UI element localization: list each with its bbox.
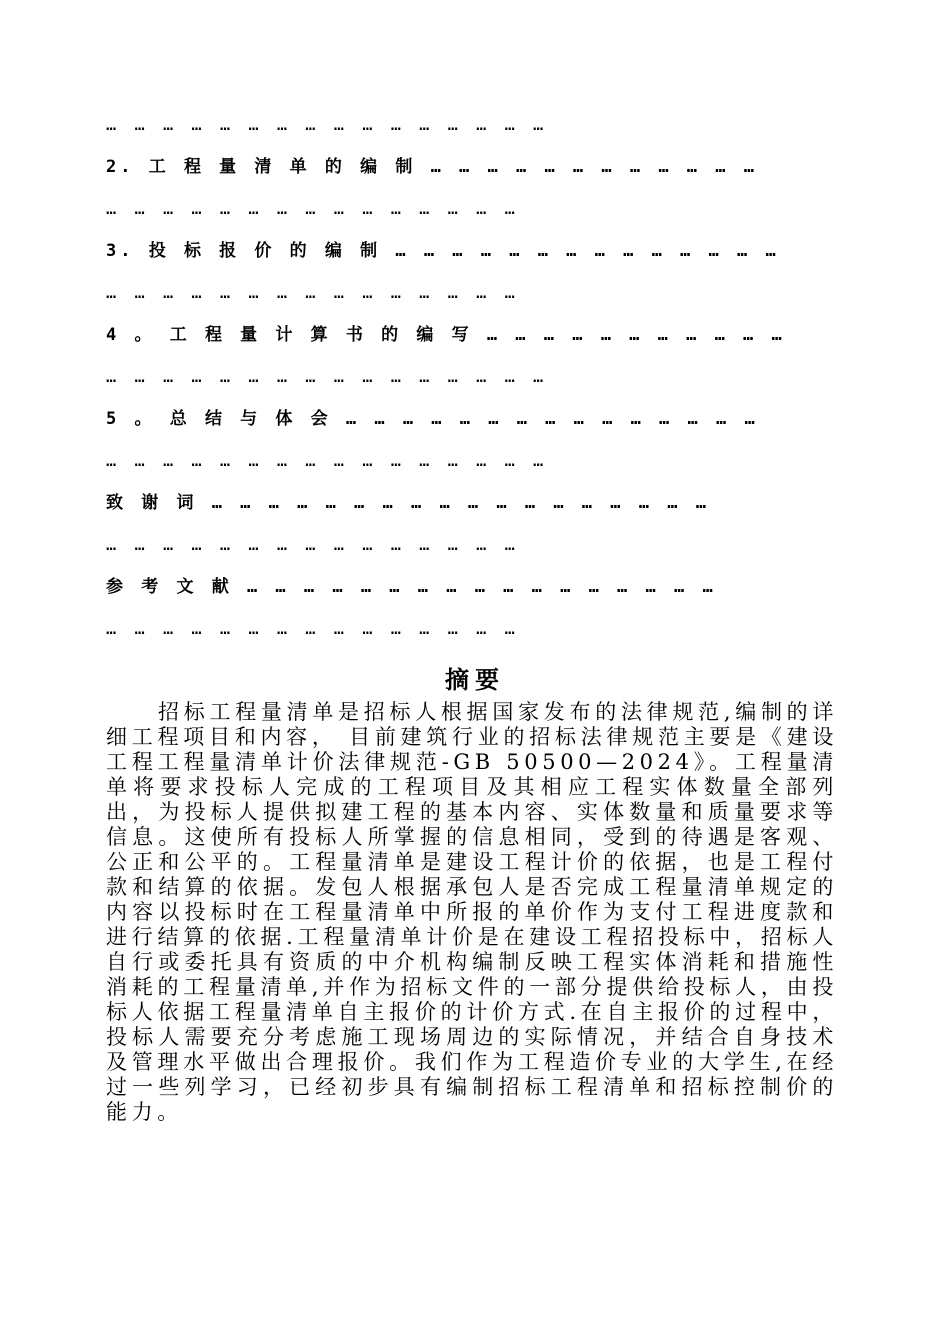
toc-leader-line: … … … … … … … … … … … … … … … [106, 535, 519, 555]
toc-entry-bid-quotation: 3. 投 标 报 价 的 编 制 … … … … … … … … … … … … … … [106, 241, 780, 261]
toc-entry-references: 参 考 文 献 … … … … … … … … … … … … … … … … … [106, 577, 717, 597]
toc-leader-line: … … … … … … … … … … … … … … … … [106, 451, 548, 471]
toc-entry-quantity-calculation: 4 。 工 程 量 计 算 书 的 编 写 … … … … … … … … … … … [106, 325, 786, 345]
toc-leader-line: … … … … … … … … … … … … … … … … [106, 115, 548, 135]
toc-entry-acknowledgement: 致 谢 词 … … … … … … … … … … … … … … … … … … [106, 493, 710, 513]
abstract-title: 摘要 [445, 666, 505, 694]
toc-leader-line: … … … … … … … … … … … … … … … [106, 283, 519, 303]
toc-leader-line: … … … … … … … … … … … … … … … [106, 619, 519, 639]
toc-leader-line: … … … … … … … … … … … … … … … … [106, 367, 548, 387]
toc-entry-summary: 5 。 总 结 与 体 会 … … … … … … … … … … … … … … … [106, 409, 759, 429]
table-of-contents [106, 104, 836, 650]
abstract-body: 招标工程量清单是招标人根据国家发布的法律规范,编制的详细工程项目和内容， 目前建筑行业的招标法律规范主要是《建设工程工程量清单计价法律规范-GB 50500—2024》。工程量清单将要求投标人完成的工程项目及其相应工程实体数量全部列出，为投标人提供拟建工程的基本内容、实体数量和质量要求等信息。这使所有投标人所掌握的信息相同，受到的待遇是客观、公正和公平的。工程量清单是建设工程计价的依据，也是工程付款和结算的依据。发包人根据承包人是否完成工程量清单规定的内容以投标时在工程量清单中所报的单价作为支付工程进度款和进行结算的依据.工程量清单计价是在建设工程招投标中，招标人自行或委托具有资质的中介机构编制反映工程实体消耗和措施性消耗的工程量清单,并作为招标文件的一部分提供给投标人，由投标人依据工程量清单自主报价的计价方式.在自主报价的过程中，投标人需要充分考虑施工现场周边的实际情况，并结合自身技术及管理水平做出合理报价。我们作为工程造价专业的大学生,在经过一些列学习，已经初步具有编制招标工程清单和招标控制价的能力。 [106, 700, 838, 1124]
toc-entry-boq-compilation: 2. 工 程 量 清 单 的 编 制 … … … … … … … … … … … … [106, 157, 758, 177]
toc-leader-line: … … … … … … … … … … … … … … … [106, 199, 519, 219]
